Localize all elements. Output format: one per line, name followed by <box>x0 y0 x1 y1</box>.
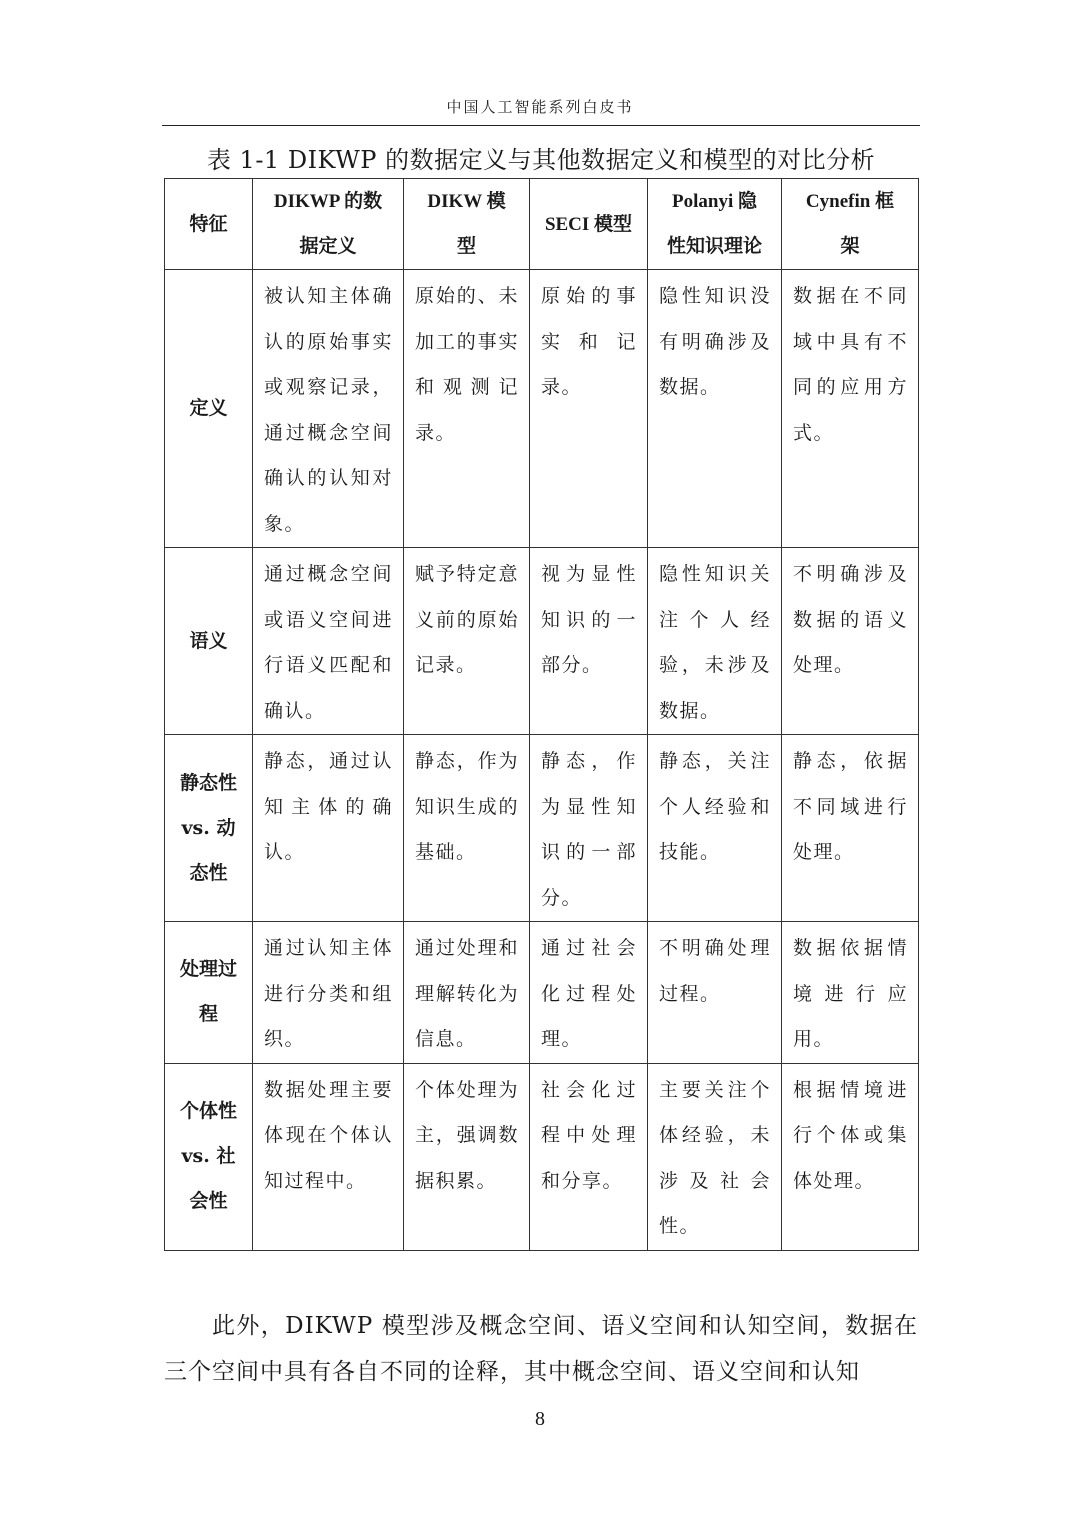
row-feature: 个体性 vs. 社 会性 <box>165 1063 253 1250</box>
table-cell: 隐性知识关注个人经验，未涉及数据。 <box>648 548 782 735</box>
table-cell: 原始的事实和记录。 <box>530 270 648 548</box>
table-cell: 原始的、未加工的事实和观测记录。 <box>404 270 530 548</box>
table-cell: 通过认知主体进行分类和组织。 <box>253 922 404 1064</box>
table-cell: 不明确涉及数据的语义处理。 <box>782 548 919 735</box>
table-row <box>165 1063 919 1250</box>
table-cell: 社会化过程中处理和分享。 <box>530 1063 648 1250</box>
table-cell: 静态，关注个人经验和技能。 <box>648 735 782 922</box>
table-cell: 视为显性知识的一部分。 <box>530 548 648 735</box>
table-cell: 数据在不同域中具有不同的应用方式。 <box>782 270 919 548</box>
table-cell: 数据依据情境进行应用。 <box>782 922 919 1064</box>
table-cell: 通过概念空间或语义空间进行语义匹配和确认。 <box>253 548 404 735</box>
table-cell: 静态，依据不同域进行处理。 <box>782 735 919 922</box>
table-row <box>165 270 919 548</box>
table-cell: 个体处理为主，强调数据积累。 <box>404 1063 530 1250</box>
row-feature: 静态性 vs. 动 态性 <box>165 735 253 922</box>
table-row <box>165 548 919 735</box>
table-cell: 主要关注个体经验，未涉及社会性。 <box>648 1063 782 1250</box>
table-cell: 不明确处理过程。 <box>648 922 782 1064</box>
table-cell: 静态，通过认知主体的确认。 <box>253 735 404 922</box>
row-feature: 语义 <box>165 548 253 735</box>
header-feature: 特征 <box>165 179 253 270</box>
table-cell: 通过处理和理解转化为信息。 <box>404 922 530 1064</box>
table-row <box>165 735 919 922</box>
table-cell: 静态，作为知识生成的基础。 <box>404 735 530 922</box>
table-cell: 赋予特定意义前的原始记录。 <box>404 548 530 735</box>
body-paragraph: 此外，DIKWP 模型涉及概念空间、语义空间和认知空间，数据在三个空间中具有各自不同的诠释，其中概念空间、语义空间和认知 <box>164 1313 918 1385</box>
header-dikw: DIKW 模 型 <box>404 179 530 270</box>
table-header-row <box>165 179 919 270</box>
running-header: 中国人工智能系列白皮书 <box>446 98 634 116</box>
row-feature: 定义 <box>165 270 253 548</box>
table-cell: 通过社会化过程处理。 <box>530 922 648 1064</box>
header-cynefin: Cynefin 框 架 <box>782 179 919 270</box>
table-cell: 根据情境进行个体或集体处理。 <box>782 1063 919 1250</box>
table-row <box>165 922 919 1064</box>
header-dikwp: DIKWP 的数 据定义 <box>253 179 404 270</box>
header-rule <box>162 125 920 126</box>
header-seci: SECI 模型 <box>530 179 648 270</box>
page-number: 8 <box>535 1408 545 1430</box>
table-cell: 数据处理主要体现在个体认知过程中。 <box>253 1063 404 1250</box>
row-feature: 处理过 程 <box>165 922 253 1064</box>
table-caption: 表 1-1 DIKWP 的数据定义与其他数据定义和模型的对比分析 <box>206 146 876 174</box>
table-cell: 隐性知识没有明确涉及数据。 <box>648 270 782 548</box>
comparison-table <box>164 178 919 1251</box>
header-polanyi: Polanyi 隐 性知识理论 <box>648 179 782 270</box>
table-cell: 被认知主体确认的原始事实或观察记录，通过概念空间确认的认知对象。 <box>253 270 404 548</box>
table-cell: 静态，作为显性知识的一部分。 <box>530 735 648 922</box>
